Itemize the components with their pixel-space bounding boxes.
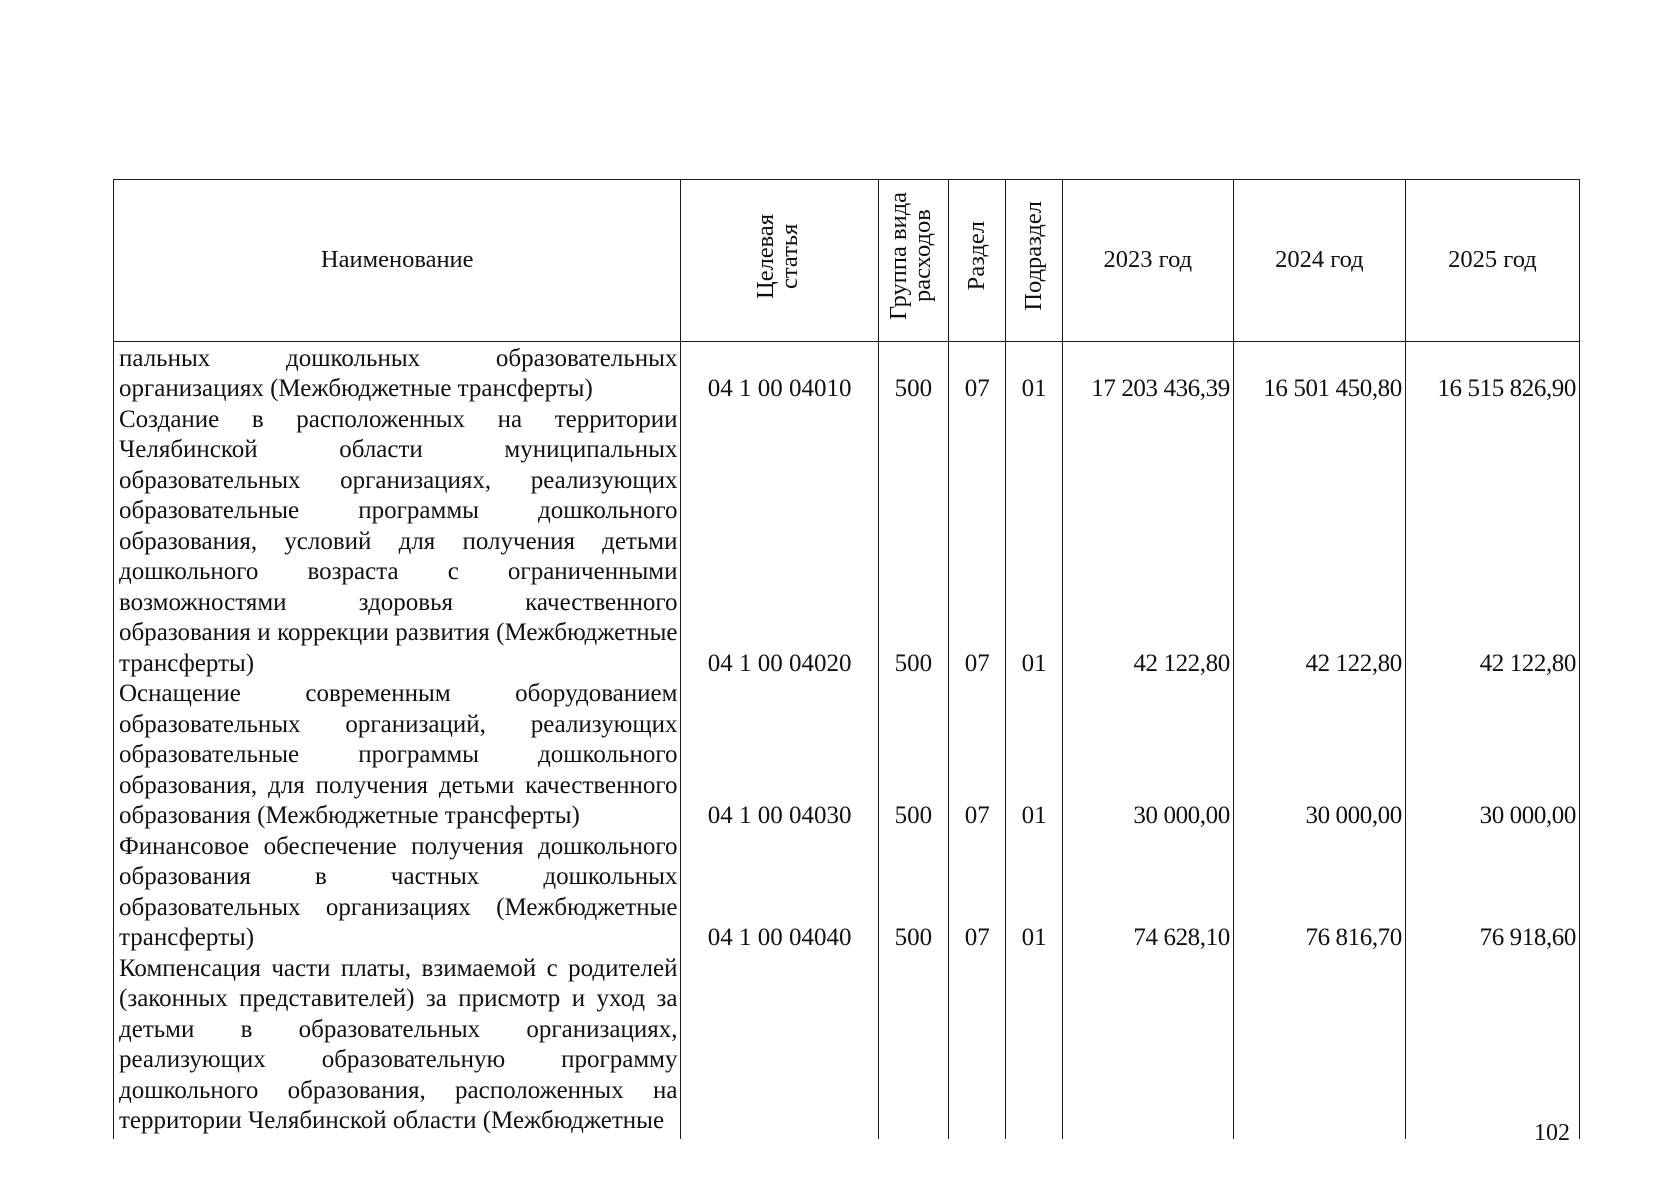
header-2023: 2023 год	[1062, 180, 1233, 342]
header-target-article: Целевая статья	[681, 180, 878, 342]
row-section: 07	[949, 405, 1006, 680]
table-row	[114, 832, 1580, 954]
table-row	[114, 405, 1580, 680]
row-code: 04 1 00 04010	[681, 341, 878, 405]
row-group: 500	[878, 341, 948, 405]
page-number: 102	[1534, 1120, 1570, 1146]
header-section: Раздел	[949, 180, 1006, 342]
row-name: Компенсация части платы, взимаемой с родителей (законных представителей) за присмотр и уход за детьми в образовательных организациях, реализующих образовательную программу дошкольного образования, расположенных на территории Челябинской области (Межбюджетные	[114, 954, 681, 1139]
table-header-row	[114, 180, 1580, 342]
row-group: 500	[878, 405, 948, 680]
row-code: 04 1 00 04030	[681, 679, 878, 832]
header-subsection: Подраздел	[1006, 180, 1062, 342]
row-group: 500	[878, 832, 948, 954]
row-subsection: 01	[1006, 679, 1062, 832]
row-amount-2024: 16 501 450,80	[1233, 341, 1405, 405]
row-section: 07	[949, 341, 1006, 405]
header-expense-group: Группа вида расходов	[878, 180, 948, 342]
row-amount-2025: 76 918,60	[1405, 832, 1579, 954]
row-amount-2024: 76 816,70	[1233, 832, 1405, 954]
row-section: 07	[949, 832, 1006, 954]
row-code: 04 1 00 04040	[681, 832, 878, 954]
row-amount-2023: 74 628,10	[1062, 832, 1233, 954]
table-row	[114, 341, 1580, 405]
row-subsection: 01	[1006, 341, 1062, 405]
row-amount-2023: 42 122,80	[1062, 405, 1233, 680]
row-subsection: 01	[1006, 405, 1062, 680]
row-amount-2024: 30 000,00	[1233, 679, 1405, 832]
row-amount-2025: 30 000,00	[1405, 679, 1579, 832]
table-row	[114, 679, 1580, 832]
row-amount-2024: 42 122,80	[1233, 405, 1405, 680]
header-name: Наименование	[114, 180, 681, 342]
row-amount-2025: 16 515 826,90	[1405, 341, 1579, 405]
row-name: Создание в расположенных на территории Челябинской области муниципальных образовательных организациях, реализующих образовательные программы дошкольного образования, условий для получения детьми дошкольного возраста с ограниченными возможностями здоровья качественного образования и коррекции развития (Межбюджетные трансферты)	[114, 405, 681, 680]
header-2024: 2024 год	[1233, 180, 1405, 342]
row-name: Оснащение современным оборудованием образовательных организаций, реализующих образовательные программы дошкольного образования, для получения детьми качественного образования (Межбюджетные трансферты)	[114, 679, 681, 832]
budget-table	[113, 179, 1580, 1139]
row-amount-2025: 42 122,80	[1405, 405, 1579, 680]
row-amount-2023: 30 000,00	[1062, 679, 1233, 832]
row-group: 500	[878, 679, 948, 832]
row-amount-2023: 17 203 436,39	[1062, 341, 1233, 405]
header-2025: 2025 год	[1405, 180, 1579, 342]
row-name: пальных дошкольных образовательных организациях (Межбюджетные трансферты)	[114, 341, 681, 405]
table-row-continued	[114, 954, 1580, 1139]
row-section: 07	[949, 679, 1006, 832]
row-name: Финансовое обеспечение получения дошкольного образования в частных дошкольных образовательных организациях (Межбюджетные трансферты)	[114, 832, 681, 954]
row-subsection: 01	[1006, 832, 1062, 954]
row-code: 04 1 00 04020	[681, 405, 878, 680]
